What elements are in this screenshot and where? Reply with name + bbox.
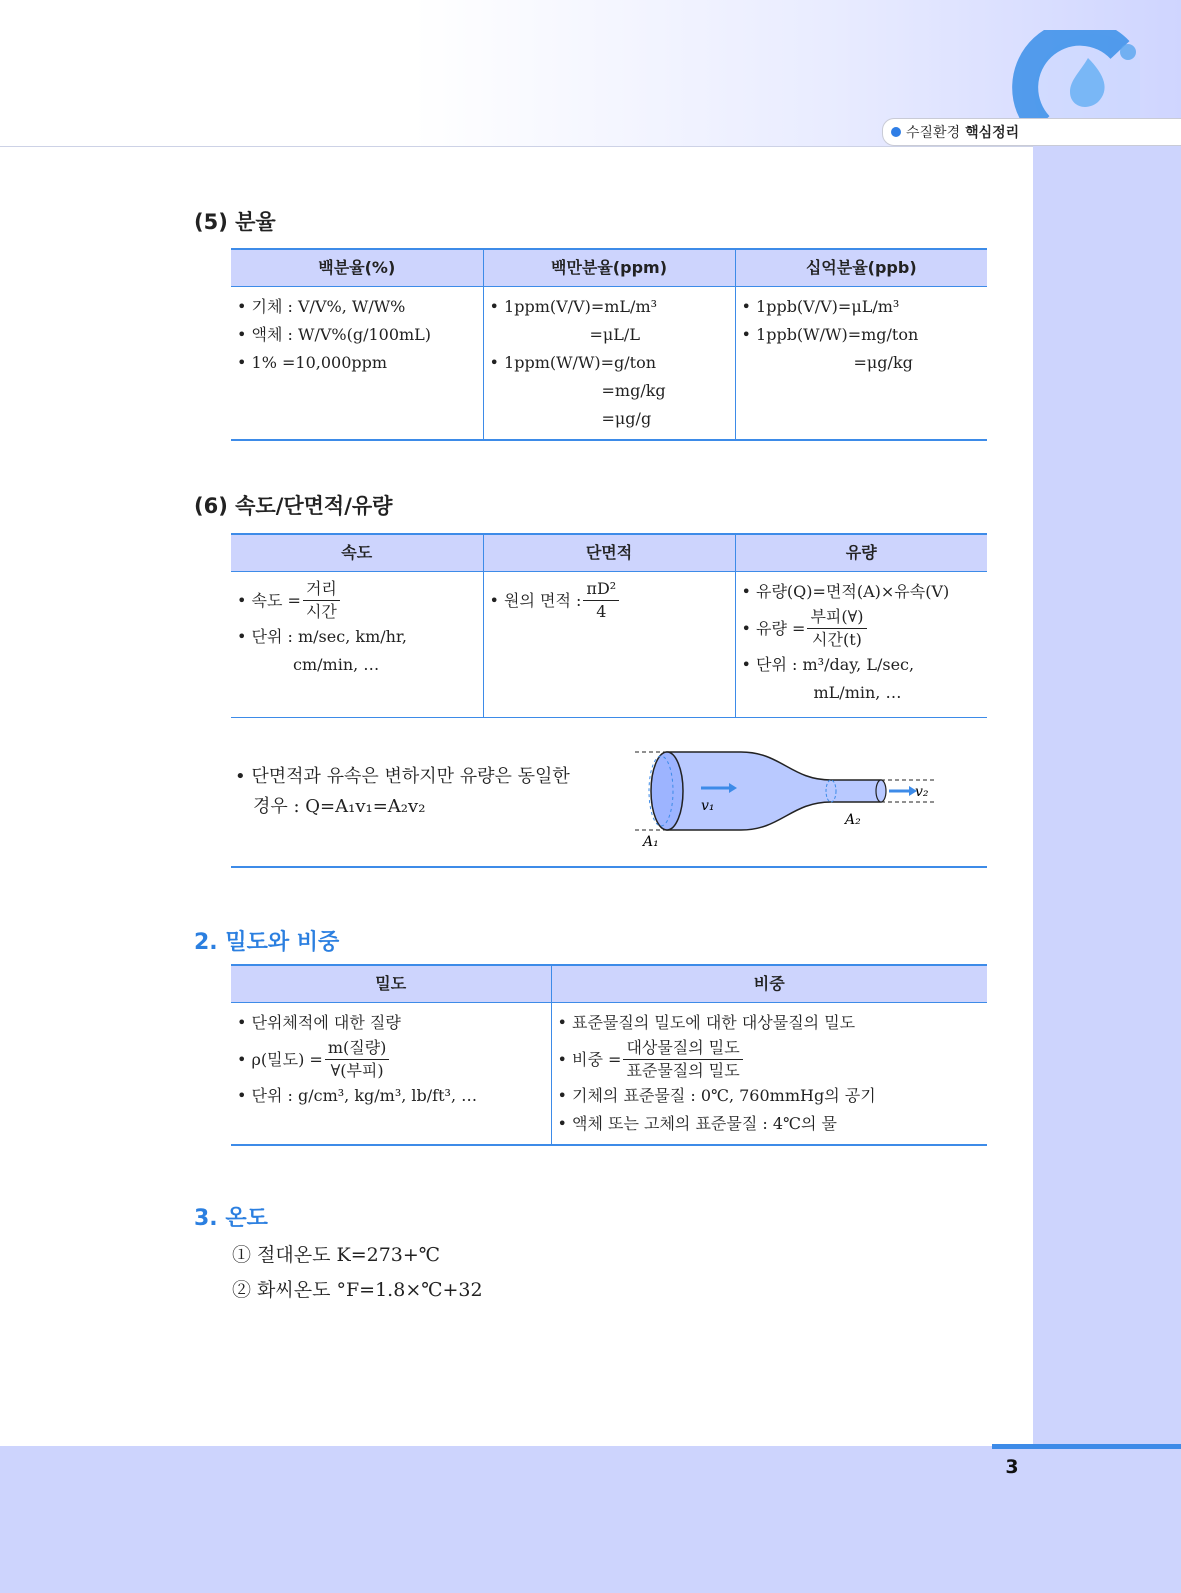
bullet-dot-icon — [891, 127, 901, 137]
section-tag — [882, 118, 1181, 146]
temperature-item-absolute: ① 절대온도 K=273+℃ — [232, 1244, 441, 1266]
ratio-heading: (5) 분율 — [194, 210, 276, 234]
percent-gas: • 기체 : V/V%, W/W% — [237, 297, 406, 316]
ppb-vv: • 1ppb(V/V)=μL/m³ — [741, 297, 900, 316]
footer-accent-line — [992, 1444, 1181, 1449]
ppm-ww-3: =μg/g — [601, 409, 652, 428]
ratio-table — [231, 248, 987, 441]
sg-fraction — [623, 1037, 742, 1082]
label-v2: v₂ — [915, 784, 929, 800]
speed-numerator: 거리 — [303, 578, 340, 601]
density-heading: 2. 밀도와 비중 — [194, 930, 340, 955]
page-number: 3 — [1005, 1456, 1019, 1478]
sg-denominator: 표준물질의 밀도 — [626, 1061, 740, 1080]
sg-formula-prefix: • 비중 = — [557, 1049, 622, 1069]
area-denominator: 4 — [596, 602, 607, 621]
speed-fraction — [303, 578, 340, 623]
ppb-ww-2: =μg/kg — [853, 353, 913, 372]
sg-line-4: • 액체 또는 고체의 표준물질 : 4℃의 물 — [557, 1114, 837, 1133]
sg-line-1: • 표준물질의 밀도에 대한 대상물질의 밀도 — [557, 1013, 856, 1032]
ratio-col-percent: 백분율(%) — [231, 249, 483, 287]
density-col-sg: 비중 — [551, 965, 987, 1003]
label-a2: A₂ — [845, 812, 861, 828]
ppm-ww: • 1ppm(W/W)=g/ton — [489, 353, 657, 372]
speed-unit-1: • 단위 : m/sec, km/hr, — [237, 627, 407, 646]
continuity-panel — [231, 718, 987, 868]
density-col-density: 밀도 — [231, 965, 551, 1003]
density-denominator: ∀(부피) — [330, 1061, 384, 1080]
pipe-flow-diagram — [631, 728, 941, 848]
water-drop-logo-icon — [1010, 30, 1140, 125]
ratio-ppb-cell — [735, 287, 987, 441]
section-tag-prefix: 수질환경 — [906, 125, 961, 141]
area-formula-prefix: • 원의 면적 : — [489, 590, 582, 610]
sg-cell — [551, 1003, 987, 1146]
speed-cell — [231, 572, 483, 718]
ratio-col-ppm: 백만분율(ppm) — [483, 249, 735, 287]
flow-unit-2: mL/min, … — [813, 683, 902, 702]
speed-denominator: 시간 — [305, 602, 337, 621]
flow-unit-1: • 단위 : m³/day, L/sec, — [741, 655, 915, 674]
temperature-item-fahrenheit: ② 화씨온도 °F=1.8×℃+32 — [232, 1279, 483, 1301]
ratio-col-ppb: 십억분율(ppb) — [735, 249, 987, 287]
ppm-vv-2: =μL/L — [589, 325, 640, 344]
speed-formula-prefix: • 속도 = — [237, 590, 301, 610]
flow-col-flow: 유량 — [735, 534, 987, 572]
density-fraction — [325, 1037, 390, 1082]
right-margin-band — [1033, 146, 1181, 1446]
flow-formula-prefix: • 유량 = — [741, 618, 806, 638]
ratio-percent-cell — [231, 287, 483, 441]
flow-heading: (6) 속도/단면적/유량 — [194, 494, 393, 518]
flow-col-speed: 속도 — [231, 534, 483, 572]
section-tag-bold: 핵심정리 — [965, 125, 1020, 141]
flow-denominator: 시간(t) — [812, 630, 862, 649]
area-cell — [483, 572, 735, 718]
label-v1: v₁ — [701, 798, 715, 814]
flow-table — [231, 533, 987, 718]
density-formula-prefix: • ρ(밀도) = — [237, 1049, 323, 1069]
flow-col-area: 단면적 — [483, 534, 735, 572]
density-numerator: m(질량) — [325, 1037, 390, 1060]
density-line-1: • 단위체적에 대한 질량 — [237, 1013, 401, 1032]
ppb-ww: • 1ppb(W/W)=mg/ton — [741, 325, 919, 344]
flow-numerator: 부피(∀) — [807, 606, 866, 629]
speed-unit-2: cm/min, … — [293, 655, 380, 674]
area-fraction — [583, 578, 619, 623]
continuity-line-1: • 단면적과 유속은 변하지만 유량은 동일한 — [235, 766, 570, 787]
density-cell — [231, 1003, 551, 1146]
percent-liquid: • 액체 : W/V%(g/100mL) — [237, 325, 432, 344]
percent-ppm: • 1% =10,000ppm — [237, 353, 388, 372]
density-unit: • 단위 : g/cm³, kg/m³, lb/ft³, … — [237, 1086, 478, 1105]
sg-numerator: 대상물질의 밀도 — [623, 1037, 742, 1060]
flow-cell — [735, 572, 987, 718]
pipe-inlet-face — [651, 752, 683, 830]
sg-line-3: • 기체의 표준물질 : 0℃, 760mmHg의 공기 — [557, 1086, 876, 1105]
flow-line-1: • 유량(Q)=면적(A)×유속(V) — [741, 582, 950, 601]
ppm-ww-2: =mg/kg — [601, 381, 666, 400]
ppm-vv: • 1ppm(V/V)=mL/m³ — [489, 297, 658, 316]
temperature-heading: 3. 온도 — [194, 1206, 268, 1231]
label-a1: A₁ — [643, 834, 659, 848]
ratio-ppm-cell — [483, 287, 735, 441]
continuity-line-2: 경우 : Q=A₁v₁=A₂v₂ — [253, 796, 426, 817]
flow-fraction — [807, 606, 866, 651]
density-table — [231, 964, 987, 1146]
area-numerator: πD² — [583, 578, 619, 601]
